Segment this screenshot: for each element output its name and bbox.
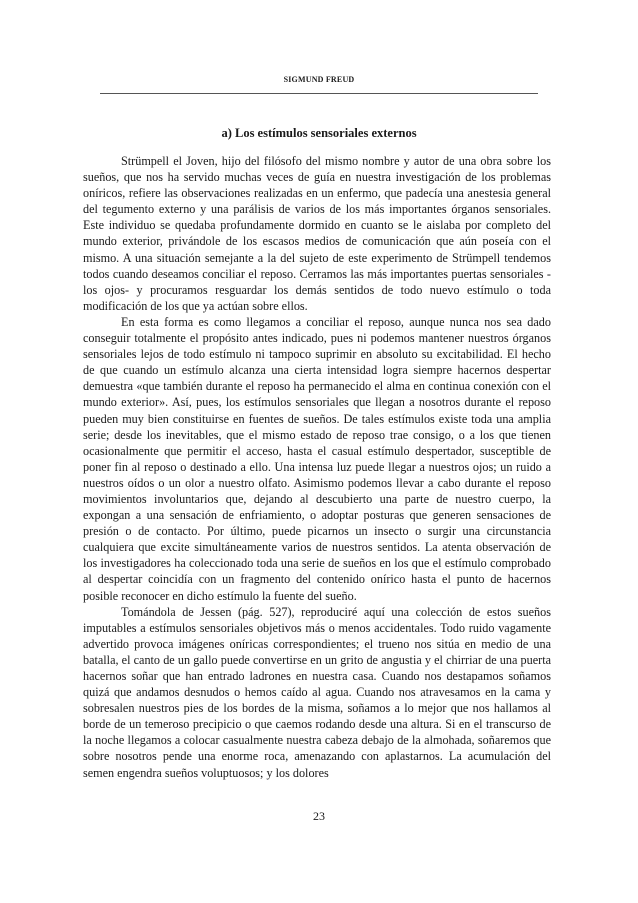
page-number: 23 (313, 809, 325, 823)
body-text (83, 153, 551, 781)
paragraph-2: En esta forma es como llegamos a conciliar el reposo, aunque nunca nos sea dado conseguir totalmente el propósito antes indicado, pues ni podemos mantener nuestros órganos sensoriales lejos de todo estímulo ni tampoco suprimir en absoluto su excitabilidad. El hecho de que cuando un estímulo alcanza una cierta intensidad logra siempre hacernos despertar demuestra «que también durante el reposo ha permanecido el alma en continua conexión con el mundo exterior». Así, pues, los estímulos sensoriales que llegan a nosotros durante el reposo pueden muy bien constituirse en fuentes de sueños. De tales estímulos existe toda una amplia serie; desde los inevitables, que el mismo estado de reposo trae consigo, o a los que tienen ocasionalmente que permitir el acceso, hasta el casual estímulo despertador, susceptible de poner fin al reposo o destinado a ello. Una intensa luz puede llegar a nuestros ojos; un ruido a nuestros oídos o un olor a nuestro olfato. Asimismo podemos llevar a cabo durante el reposo movimientos involuntarios que, dejando al descubierto una parte de nuestro cuerpo, la expongan a una sensación de enfriamiento, o adoptar posturas que generen sensaciones de presión o de contacto. Por último, puede picarnos un insecto o surgir una circunstancia cualquiera que excite simultáneamente varios de nuestros sentidos. La atenta observación de los investigadores ha coleccionado toda una serie de sueños en los que el estímulo comprobado al despertar coincidía con un fragmento del contenido onírico hasta el punto de hacernos posible reconocer en dicho estímulo la fuente del sueño. (83, 314, 551, 603)
header-divider (100, 93, 538, 94)
section-title: a) Los estímulos sensoriales externos (221, 126, 417, 140)
running-header: SIGMUND FREUD (283, 75, 355, 84)
paragraph-1: Strümpell el Joven, hijo del filósofo del mismo nombre y autor de una obra sobre los sueños, que nos ha servido muchas veces de guía en nuestra investigación de los problemas oníricos, refiere las observaciones realizadas en un enfermo, que padecía una anestesia general del tegumento externo y una parálisis de varios de los más importantes órganos sensoriales. Este individuo se quedaba profundamente dormido en cuanto se le aislaba por completo del mundo exterior, privándole de los escasos medios de comunicación que aún poseía con el mismo. A una situación semejante a la del sujeto de este experimento de Strümpell tendemos todos cuando deseamos conciliar el reposo. Cerramos las más importantes puertas sensoriales -los ojos- y procuramos resguardar los demás sentidos de todo nuevo estímulo o toda modificación de los que ya actúan sobre ellos. (83, 154, 551, 313)
paragraph-3: Tomándola de Jessen (pág. 527), reproduciré aquí una colección de estos sueños imputables a estímulos sensoriales objetivos más o menos accidentales. Todo ruido vagamente advertido provoca imágenes oníricas correspondientes; el trueno nos sitúa en medio de una batalla, el canto de un gallo puede convertirse en un grito de angustia y el chirriar de una puerta hacernos soñar que han entrado ladrones en nuestra casa. Cuando nos destapamos soñamos quizá que andamos desnudos o hemos caído al agua. Cuando nos atravesamos en la cama y sobresalen nuestros pies de los bordes de la misma, soñamos a lo mejor que nos hallamos al borde de un temeroso precipicio o que caemos rodando desde una altura. Si en el transcurso de la noche llegamos a colocar casualmente nuestra cabeza debajo de la almohada, soñaremos que sobre nosotros pende una enorme roca, amenazando con aplastarnos. La acumulación del semen engendra sueños voluptuosos; y los dolores (83, 604, 551, 780)
